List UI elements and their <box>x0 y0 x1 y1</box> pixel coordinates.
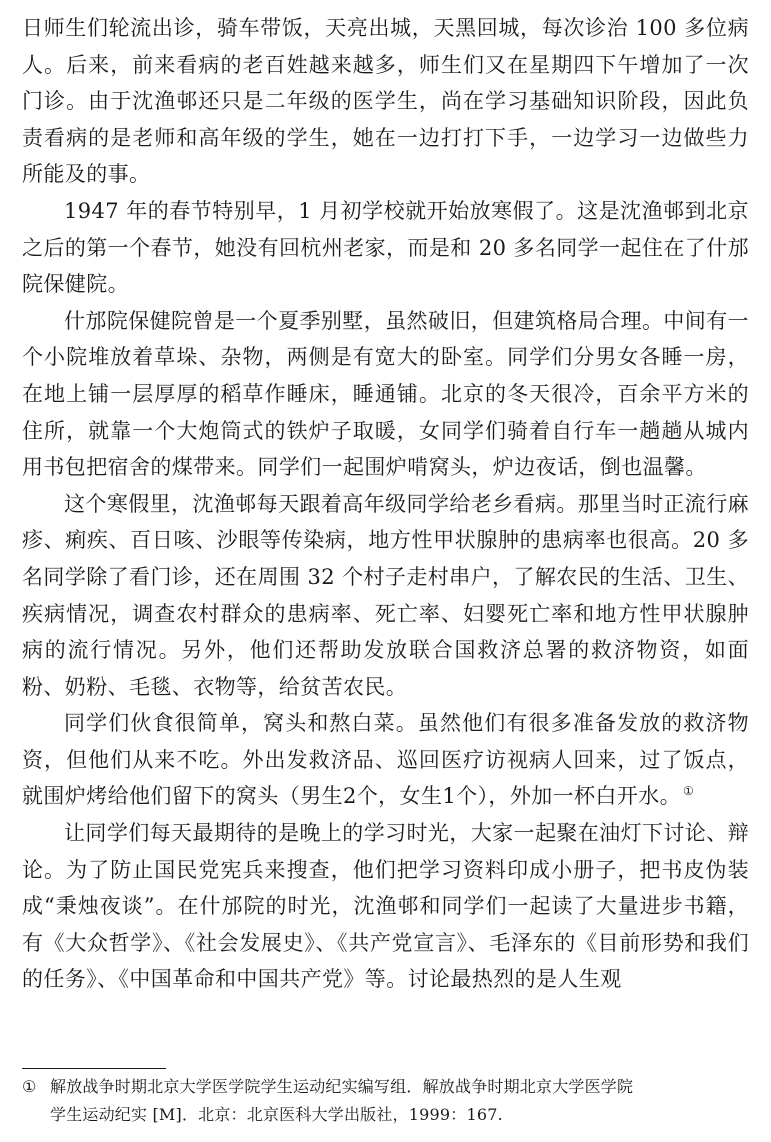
paragraph: 什邡院保健院曾是一个夏季别墅，虽然破旧，但建筑格局合理。中间有一个小院堆放着草垛、杂物，两侧是有宽大的卧室。同学们分男女各睡一房，在地上铺一层厚厚的稻草作睡床，睡通铺。北京的冬天很冷，百余平方米的住所，就靠一个大炮筒式的铁炉子取暖，女同学们骑着自行车一趟趟从城内用书包把宿舍的煤带来。同学们一起围炉啃窝头，炉边夜话，倒也温馨。 <box>22 308 749 480</box>
paragraph: 日师生们轮流出诊，骑车带饭，天亮出城，天黑回城，每次诊治 100 多位病人。后来，前来看病的老百姓越来越多，师生们又在星期四下午增加了一次门诊。由于沈渔邨还只是二年级的医学生，尚在学习基础知识阶段，因此负责看病的是老师和高年级的学生，她在一边打打下手，一边学习一边做些力所能及的事。 <box>22 16 749 187</box>
body-text <box>22 10 749 998</box>
footnote <box>22 1073 749 1129</box>
footnote-divider <box>22 1068 166 1069</box>
paragraph: 1947 年的春节特别早，1 月初学校就开始放寒假了。这是沈渔邨到北京之后的第一个春节，她没有回杭州老家，而是和 20 多名同学一起住在了什邡院保健院。 <box>22 198 749 297</box>
footnote-text: 解放战争时期北京大学医学院学生运动纪实编写组．解放战争时期北京大学医学院 <box>50 1077 634 1096</box>
paragraph-with-footnote <box>22 705 749 815</box>
paragraph-text: 同学们伙食很简单，窝头和熬白菜。虽然他们有很多准备发放的救济物资，但他们从来不吃。外出发救济品、巡回医疗访视病人回来，过了饭点，就围炉烤给他们留下的窝头（男生2个，女生1个），外加一杯白开水。 <box>22 711 749 809</box>
footnote-marker[interactable]: ① <box>683 784 695 799</box>
paragraph: 让同学们每天最期待的是晚上的学习时光，大家一起聚在油灯下讨论、辩论。为了防止国民党宪兵来搜查，他们把学习资料印成小册子，把书皮伪装成“秉烛夜谈”。在什邡院的时光，沈渔邨和同学们一起读了大量进步书籍，有《大众哲学》、《社会发展史》、《共产党宣言》、毛泽东的《目前形势和我们的任务》、《中国革命和中国共产党》等。讨论最热烈的是人生观 <box>22 821 749 992</box>
footnote-number: ① <box>22 1077 37 1096</box>
footnote-line <box>22 1073 749 1101</box>
paragraph: 这个寒假里，沈渔邨每天跟着高年级同学给老乡看病。那里当时正流行麻疹、痢疾、百日咳、沙眼等传染病，地方性甲状腺肿的患病率也很高。20 多名同学除了看门诊，还在周围 32 个村子走村串户，了解农民的生活、卫生、疾病情况，调查农村群众的患病率、死亡率、妇婴死亡率和地方性甲状腺肿病的流行情况。另外，他们还帮助发放联合国救济总署的救济物资，如面粉、奶粉、毛毯、衣物等，给贫苦农民。 <box>22 491 749 699</box>
footnote-text-continued: 学生运动纪实 [M]．北京：北京医科大学出版社，1999：167. <box>50 1105 503 1124</box>
